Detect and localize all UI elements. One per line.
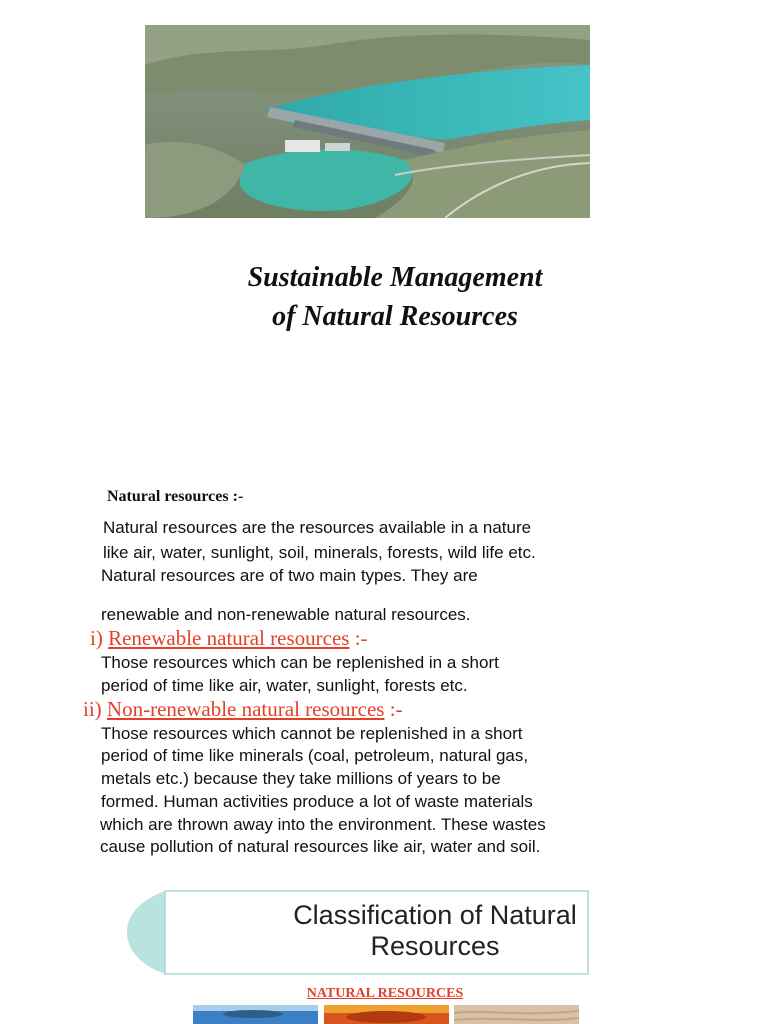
non-renewable-label: Non-renewable natural resources: [106, 697, 385, 721]
fire-thumbnail: [324, 1005, 449, 1024]
natural-resources-label: NATURAL RESOURCES: [306, 986, 464, 1001]
intro-line-4: renewable and non-renewable natural resources.: [101, 605, 471, 624]
classification-title: [285, 900, 585, 962]
classification-line-1: Classification of Natural: [293, 900, 577, 930]
classification-line-2: Resources: [370, 931, 500, 961]
renewable-line-1: Those resources which can be replenished in a short: [101, 653, 499, 672]
non-renewable-prefix: ii): [83, 697, 107, 721]
intro-line-1: Natural resources are the resources available in a nature: [103, 518, 532, 537]
classification-box: [125, 890, 589, 975]
non-renewable-line-5: which are thrown away into the environment. These wastes: [100, 815, 546, 834]
non-renewable-line-3: metals etc.) because they take millions of years to be: [101, 769, 501, 788]
page-title: [160, 258, 630, 336]
renewable-label: Renewable natural resources: [108, 626, 350, 650]
renewable-suffix: :-: [349, 626, 368, 650]
renewable-prefix: i): [90, 626, 109, 650]
non-renewable-line-4: formed. Human activities produce a lot of waste materials: [101, 792, 533, 811]
intro-line-2: like air, water, sunlight, soil, minerals, forests, wild life etc.: [103, 543, 536, 562]
water-thumbnail: [193, 1005, 318, 1024]
non-renewable-line-2: period of time like minerals (coal, petroleum, natural gas,: [101, 746, 529, 765]
non-renewable-suffix: :-: [384, 697, 403, 721]
title-line-1: Sustainable Management: [247, 262, 543, 293]
natural-resources-heading: Natural resources :-: [107, 488, 244, 505]
dam-photo: [145, 25, 590, 218]
renewable-line-2: period of time like air, water, sunlight, forests etc.: [101, 676, 468, 695]
title-line-2: of Natural Resources: [272, 301, 518, 332]
sand-thumbnail: [454, 1005, 579, 1024]
non-renewable-line-1: Those resources which cannot be replenished in a short: [101, 724, 523, 743]
non-renewable-heading: [83, 697, 403, 722]
intro-line-3: Natural resources are of two main types. They are: [101, 566, 478, 585]
non-renewable-line-6: cause pollution of natural resources like air, water and soil.: [100, 837, 541, 856]
renewable-heading: [90, 626, 368, 651]
